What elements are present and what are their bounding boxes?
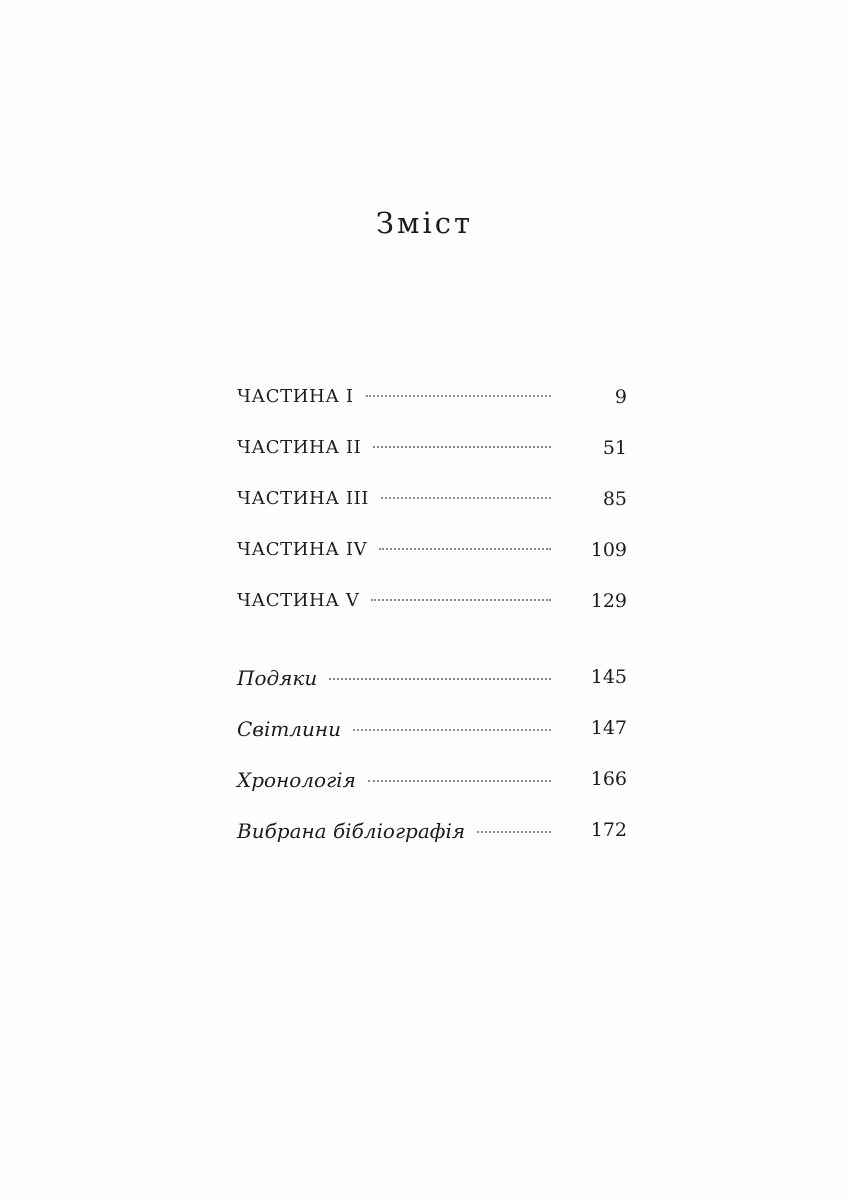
toc-entry-part-5 xyxy=(237,590,627,620)
dot-leader xyxy=(371,599,551,601)
toc-entry-label: Світлини xyxy=(237,717,341,741)
toc-entry-part-2 xyxy=(237,437,627,467)
toc-entry-chronology xyxy=(237,768,627,798)
toc-entry-page: 147 xyxy=(590,717,627,739)
dot-leader xyxy=(477,831,551,833)
toc-entry-page: 109 xyxy=(590,539,627,561)
dot-leader xyxy=(353,729,551,731)
toc-entry-label: Подяки xyxy=(237,666,318,690)
dot-leader xyxy=(381,497,551,499)
dot-leader xyxy=(366,395,551,397)
toc-entry-page: 51 xyxy=(602,437,627,459)
toc-entry-bibliography xyxy=(237,819,627,849)
toc-entry-part-1 xyxy=(237,386,627,416)
toc-entry-page: 85 xyxy=(602,488,627,510)
toc-entry-photographs xyxy=(237,717,627,747)
toc-entry-label: ЧАСТИНА II xyxy=(237,437,362,458)
toc-entry-page: 9 xyxy=(614,386,627,408)
toc-entry-label: ЧАСТИНА III xyxy=(237,488,370,509)
dot-leader xyxy=(368,780,551,782)
toc-entry-label: ЧАСТИНА IV xyxy=(237,539,368,560)
dot-leader xyxy=(373,446,551,448)
toc-entry-page: 129 xyxy=(590,590,627,612)
toc-entry-label: Вибрана бібліографія xyxy=(237,819,466,843)
toc-entry-part-3 xyxy=(237,488,627,518)
toc-entry-page: 172 xyxy=(590,819,627,841)
toc-entry-part-4 xyxy=(237,539,627,569)
toc-entry-label: ЧАСТИНА I xyxy=(237,386,354,407)
toc-entry-acknowledgements xyxy=(237,666,627,696)
page-title: Зміст xyxy=(375,206,474,240)
dot-leader xyxy=(379,548,551,550)
dot-leader xyxy=(329,678,551,680)
toc-entry-page: 166 xyxy=(590,768,627,790)
toc-entry-page: 145 xyxy=(590,666,627,688)
toc-entry-label: Хронологія xyxy=(237,768,356,792)
toc-entry-label: ЧАСТИНА V xyxy=(237,590,360,611)
